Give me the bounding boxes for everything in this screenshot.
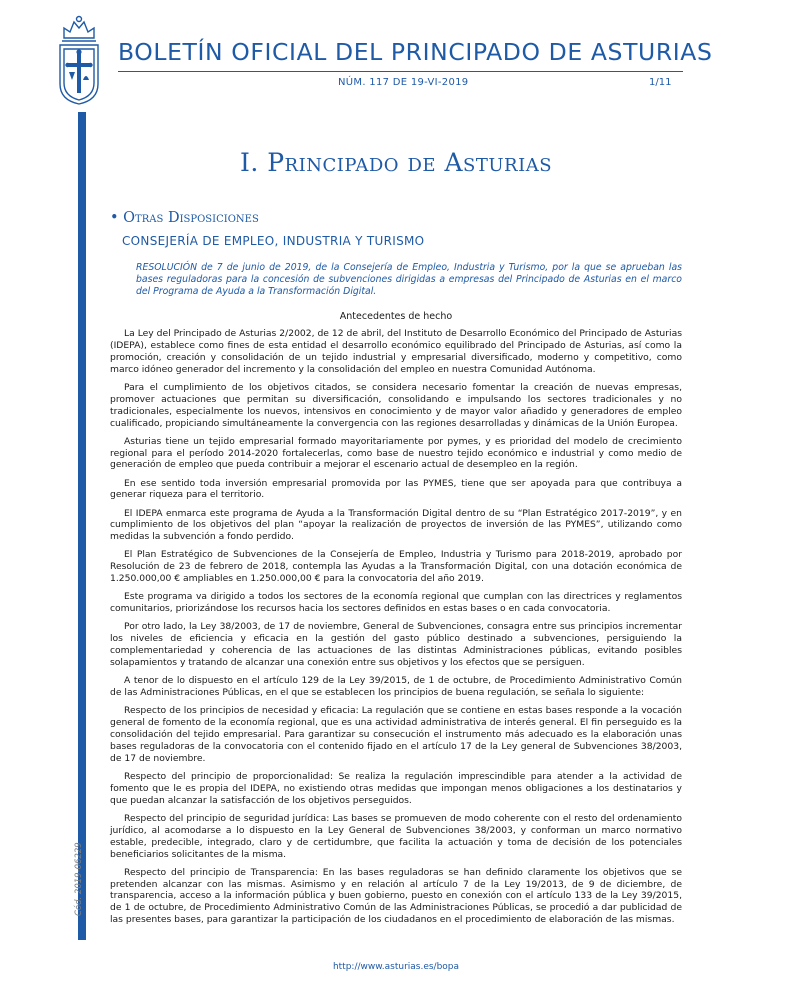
footer-link[interactable]: http://www.asturias.es/bopa <box>332 962 460 972</box>
section-title: I. Principado de Asturias <box>239 148 553 177</box>
subsection-label: Otras Disposiciones <box>123 210 259 226</box>
paragraph: El IDEPA enmarca este programa de Ayuda a la Transformación Digital dentro de su “Plan Estratégico 2017-2019”, y en cumplimiento de los objetivos del plan “apoyar la realización de proyectos de inversión de las PYMES”, utilizando como medidas la subvención a fondo perdido. <box>110 507 682 543</box>
paragraph: Respecto de los principios de necesidad y eficacia: La regulación que se contiene en estas bases responde a la vocación general de fomento de la economía regional, que es una actividad administrativa de interés general. El fin perseguido es la consolidación del tejido empresarial. Para garantizar su consecución el instrumento más adecuado es la elaboración unas bases reguladoras de la convocatoria con el contenido fijado en el artículo 17 de la Ley general de Subvenciones 38/2003, de 17 de noviembre. <box>110 705 682 764</box>
paragraph: Asturias tiene un tejido empresarial formado mayoritariamente por pymes, y es prioridad del modelo de crecimiento regional para el período 2014-2020 fortalecerlas, como base de nuestro tejido económico e industrial y como medio de generación de empleo que pueda contribuir a mejorar el escenario actual de desempleo en la región. <box>110 435 682 471</box>
paragraph: El Plan Estratégico de Subvenciones de la Consejería de Empleo, Industria y Turismo para 2018-2019, aprobado por Resolución de 23 de febrero de 2018, contempla las Ayudas a la Transformación Digital, con una dotación económica de 1.250.000,00 € ampliables en 1.250.000,00 € para la convocatoria del año 2019. <box>110 549 682 585</box>
paragraph: Este programa va dirigido a todos los sectores de la economía regional que cumplan con las directrices y reglamentos comunitarios, priorizándose los recursos hacia los sectores definidos en estas bases o en cada convocatoria. <box>110 591 682 615</box>
document-code: Cód. 2019-06229 <box>74 842 84 916</box>
paragraph: Respecto del principio de Transparencia: En las bases reguladoras se han definido claramente los objetivos que se pretenden alcanzar con las mismas. Asimismo y en relación al artículo 7 de la Ley 19/2013, de 9 de diciembre, de transparencia, acceso a la información pública y buen gobierno, puesto en conexión con el artículo 133 de la Ley 39/2015, de 1 de octubre, de Procedimiento Administrativo Común de las Administraciones Públicas, se procedió a dar publicidad de las presentes bases, para garantizar la participación de los ciudadanos en el procedimiento de elaboración de las mismas. <box>110 866 682 926</box>
issue-number: NÚM. 117 DE 19-VI-2019 <box>338 77 469 88</box>
side-bar <box>78 112 86 940</box>
paragraph: Por otro lado, la Ley 38/2003, de 17 de noviembre, General de Subvenciones, consagra entre sus principios incrementar los niveles de eficiencia y eficacia en la gestión del gasto público destinado a subvenciones, persiguiendo la complementariedad y coherencia de las actuaciones de las distintas Administraciones públicas, evitando posibles solapamientos y tratando de alcanzar una conexión entre sus objetivos y los efectos que se persiguen. <box>110 621 682 669</box>
bulletin-title: BOLETÍN OFICIAL DEL PRINCIPADO DE ASTURIAS <box>118 38 713 66</box>
paragraph: Para el cumplimiento de los objetivos citados, se considera necesario fomentar la creación de nuevas empresas, promover actuaciones que permitan su diversificación, consolidando e impulsando los sectores tradicionales y no tradicionales, especialmente los nuevos, intensivos en conocimiento y de mayor valor añadido y generadores de empleo cualificado, propiciando simultáneamente la convergencia con las regiones desarrolladas y dinámicas de la Unión Europea. <box>110 381 682 429</box>
page-number: 1/11 <box>649 77 672 88</box>
resolution-summary: RESOLUCIÓN de 7 de junio de 2019, de la Consejería de Empleo, Industria y Turismo, por la que se aprueban las bases reguladoras para la concesión de subvenciones dirigidas a empresas del Principado de Asturias en el marco del Programa de Ayuda a la Transformación Digital. <box>136 262 682 297</box>
asturias-crest-icon <box>56 14 102 106</box>
paragraph: La Ley del Principado de Asturias 2/2002, de 12 de abril, del Instituto de Desarrollo Económico del Principado de Asturias (IDEPA), establece como fines de esta entidad el desarrollo económico equilibrado del Principado de Asturias, así como la promoción, creación y consolidación de un tejido industrial y empresarial diversificado, moderno y competitivo, como marco idóneo generador del incremento y la consolidación del empleo en nuestra Comunidad Autónoma. <box>110 328 682 375</box>
antecedentes-heading: Antecedentes de hecho <box>339 311 453 322</box>
header-divider <box>118 71 683 72</box>
paragraph: En ese sentido toda inversión empresarial promovida por las PYMES, tiene que ser apoyada para que contribuya a generar riqueza para el territorio. <box>110 477 682 501</box>
subsection-heading <box>110 210 259 226</box>
paragraph: A tenor de lo dispuesto en el artículo 129 de la Ley 39/2015, de 1 de octubre, de Procedimiento Administrativo Común de las Administraciones Públicas, en el que se establecen los principios de buena regulación, se señala lo siguiente: <box>110 675 682 699</box>
paragraph: Respecto del principio de seguridad jurídica: Las bases se promueven de modo coherente con el resto del ordenamiento jurídico, al acomodarse a lo dispuesto en la Ley General de Subvenciones 38/2003, y conforman un marco normativo estable, predecible, integrado, claro y de certidumbre, que facilita la actuación y toma de decisión de los potenciales beneficiarios solicitantes de la misma. <box>110 812 682 860</box>
paragraph: Respecto del principio de proporcionalidad: Se realiza la regulación imprescindible para atender a la actividad de fomento que le es propia del IDEPA, no existiendo otras medidas que impongan menos obligaciones a los destinatarios y que puedan alcanzar la satisfacción de los objetivos perseguidos. <box>110 770 682 806</box>
bullet: • <box>110 210 119 226</box>
body-text <box>110 328 682 932</box>
ministry-name: CONSEJERÍA DE EMPLEO, INDUSTRIA Y TURISMO <box>122 234 425 248</box>
